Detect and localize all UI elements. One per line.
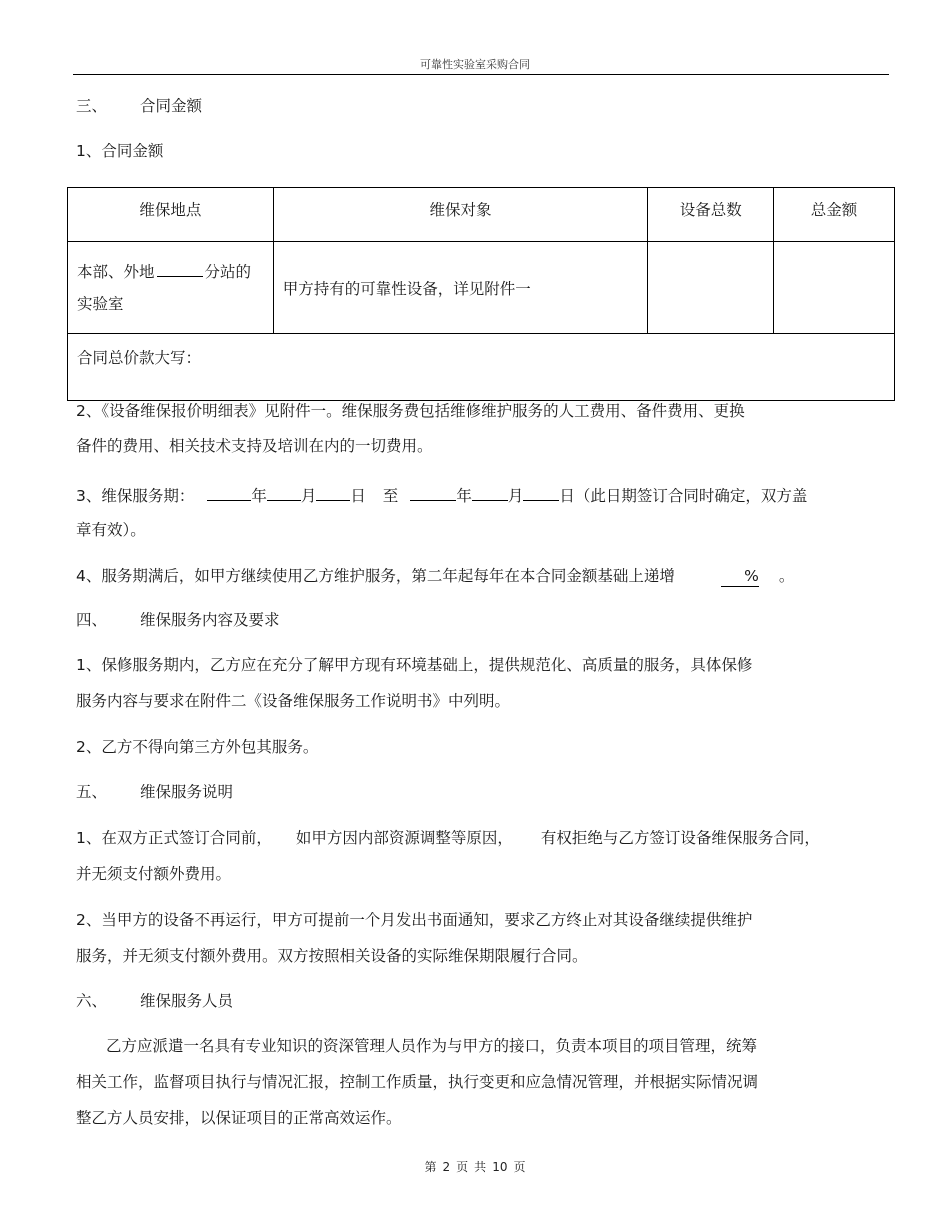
location-text-a: 本部、外地 xyxy=(77,262,155,281)
header-rule xyxy=(73,74,889,75)
end-day-blank[interactable] xyxy=(523,485,559,501)
header-location: 维保地点 xyxy=(68,188,274,242)
section-5-item-1 xyxy=(76,828,820,848)
service-period-label: 3、维保服务期： xyxy=(76,487,195,505)
section-6-paragraph-line-2: 相关工作，监督项目执行与情况汇报，控制工作质量，执行变更和应急情况管理，并根据实际情况调 xyxy=(76,1073,759,1091)
to-label: 至 xyxy=(382,487,399,505)
footer-ye-2: 页 xyxy=(513,1160,526,1174)
header-object: 维保对象 xyxy=(273,188,648,242)
section-5-title: 维保服务说明 xyxy=(140,783,234,801)
section-3-item-4 xyxy=(76,566,794,587)
section-3-item-2-line-1: 2、《设备维保报价明细表》见附件一。维保服务费包括维修维护服务的人工费用、备件费用、更换 xyxy=(76,402,745,420)
section-4-item-2: 2、乙方不得向第三方外包其服务。 xyxy=(76,738,319,756)
footer-di: 第 xyxy=(424,1160,437,1174)
section-3-item-3-line-2: 章有效）。 xyxy=(76,521,146,539)
section-3-number: 三、 xyxy=(76,97,108,115)
section-3-title: 合同金额 xyxy=(140,97,203,115)
total-row xyxy=(68,334,895,401)
location-text-c: 实验室 xyxy=(77,294,124,313)
section-4-title: 维保服务内容及要求 xyxy=(140,611,280,629)
amount-cell xyxy=(774,242,895,334)
start-month-blank[interactable] xyxy=(267,485,301,501)
end-year-blank[interactable] xyxy=(410,485,456,501)
location-blank[interactable] xyxy=(157,261,203,277)
start-day-blank[interactable] xyxy=(316,485,350,501)
section-3-item-2-line-2: 备件的费用、相关技术支持及培训在内的一切费用。 xyxy=(76,437,433,455)
year-label: 年 xyxy=(251,487,267,505)
footer-total-pages: 10 xyxy=(492,1160,508,1174)
year-label-2: 年 xyxy=(456,487,472,505)
percent-blank[interactable]: % xyxy=(721,566,759,587)
location-text-b: 分站的 xyxy=(204,262,252,281)
table-row xyxy=(68,242,895,334)
header-amount: 总金额 xyxy=(774,188,895,242)
start-year-blank[interactable] xyxy=(207,485,251,501)
section-6-title: 维保服务人员 xyxy=(140,992,234,1010)
section-5-number: 五、 xyxy=(76,783,108,801)
increase-end: 。 xyxy=(778,567,795,585)
item-1-part-c: 有权拒绝与乙方签订设备维保服务合同， xyxy=(540,829,820,847)
page-footer xyxy=(0,1158,950,1175)
footer-page-number: 2 xyxy=(442,1160,451,1174)
table-header-row xyxy=(68,188,895,242)
footer-gong: 共 xyxy=(474,1160,487,1174)
object-cell: 甲方持有的可靠性设备，详见附件一 xyxy=(273,242,648,334)
section-4-item-1-line-1: 1、保修服务期内，乙方应在充分了解甲方现有环境基础上，提供规范化、高质量的服务，具体保修 xyxy=(76,656,753,674)
total-price-label: 合同总价款大写： xyxy=(68,334,895,401)
service-period-note: （此日期签订合同时确定，双方盖 xyxy=(574,487,808,505)
contract-amount-table xyxy=(67,187,895,401)
location-cell xyxy=(68,242,274,334)
section-5-item-2-line-2: 服务，并无须支付额外费用。双方按照相关设备的实际维保期限履行合同。 xyxy=(76,947,588,965)
end-month-blank[interactable] xyxy=(472,485,508,501)
section-3-item-3 xyxy=(76,485,807,506)
header-count: 设备总数 xyxy=(648,188,774,242)
month-label-2: 月 xyxy=(507,487,524,505)
section-6-paragraph-line-1: 乙方应派遣一名具有专业知识的资深管理人员作为与甲方的接口，负责本项目的项目管理，统筹 xyxy=(106,1037,758,1055)
day-label: 日 xyxy=(350,487,366,505)
footer-ye: 页 xyxy=(456,1160,469,1174)
section-6-paragraph-line-3: 整乙方人员安排，以保证项目的正常高效运作。 xyxy=(76,1109,402,1127)
section-4-number: 四、 xyxy=(76,611,108,629)
item-1-part-b: 如甲方因内部资源调整等原因， xyxy=(295,829,513,847)
section-3-item-1: 1、合同金额 xyxy=(76,142,164,160)
day-label-2: 日 xyxy=(559,487,575,505)
month-label: 月 xyxy=(300,487,317,505)
section-5-item-2-line-1: 2、当甲方的设备不再运行，甲方可提前一个月发出书面通知，要求乙方终止对其设备继续提供维护 xyxy=(76,911,753,929)
section-5-item-1-line-2: 并无须支付额外费用。 xyxy=(76,865,232,883)
section-6-number: 六、 xyxy=(76,992,108,1010)
section-4-item-1-line-2: 服务内容与要求在附件二《设备维保服务工作说明书》中列明。 xyxy=(76,692,511,710)
increase-text: 4、服务期满后，如甲方继续使用乙方维护服务，第二年起每年在本合同金额基础上递增 xyxy=(76,567,675,585)
page-header: 可靠性实验室采购合同 xyxy=(420,58,530,71)
count-cell xyxy=(648,242,774,334)
item-1-part-a: 1、在双方正式签订合同前， xyxy=(76,829,272,847)
